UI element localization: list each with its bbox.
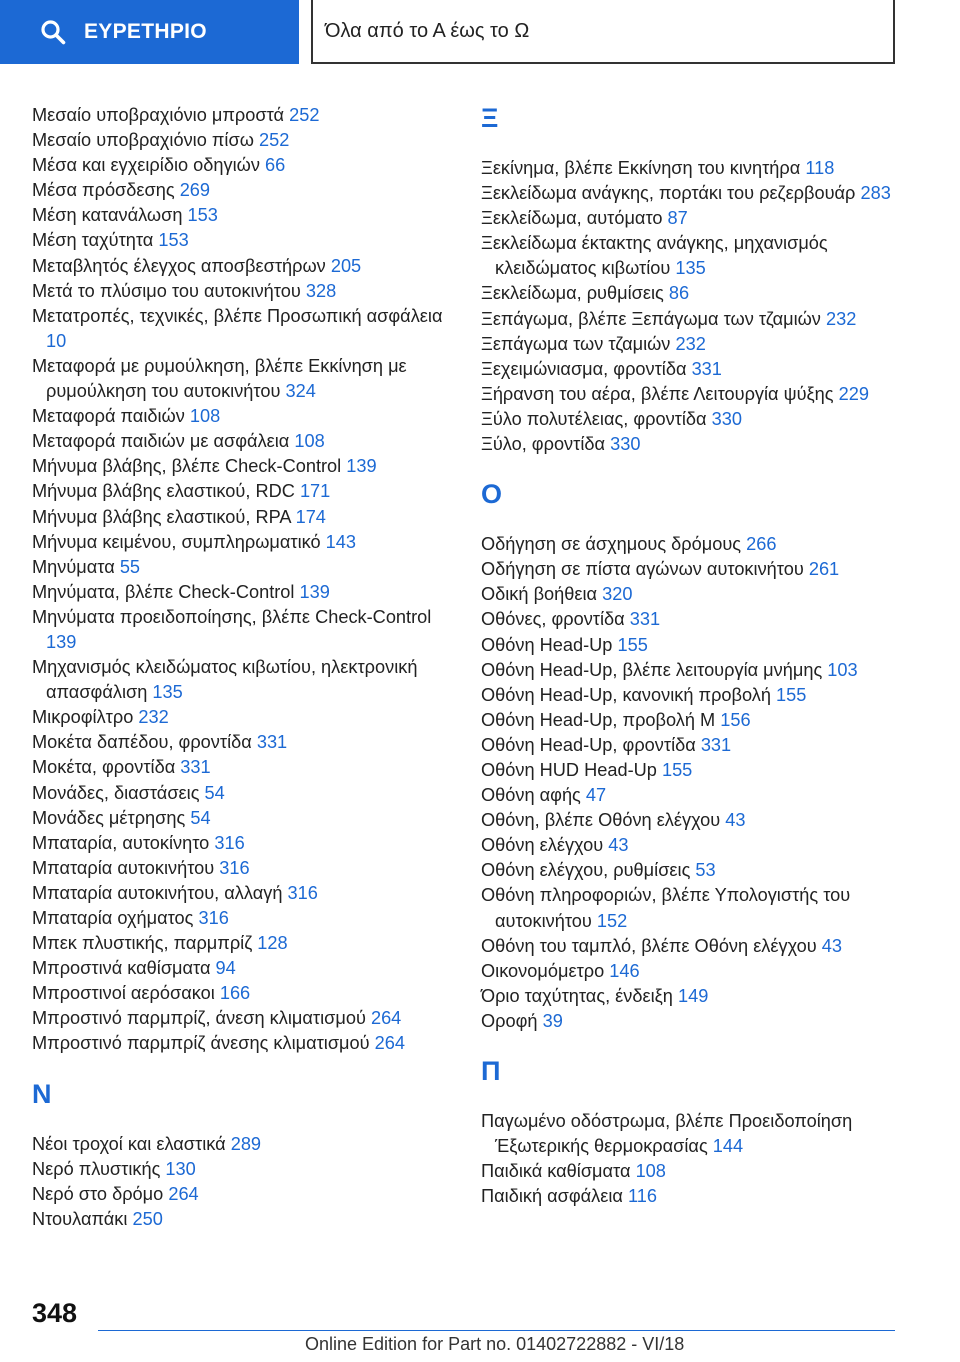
index-entry [481,206,911,231]
page-link[interactable]: 116 [627,1186,657,1207]
entry-text: Μέσα πρόσδεσης [32,180,175,201]
index-entry [32,254,462,279]
entry-text: Μπροστινά καθίσματα [32,958,211,979]
index-entry [32,981,462,1006]
index-entry [32,806,462,831]
footer-divider [98,1330,895,1331]
entry-text: Μηχανισμός κλειδώματος κιβωτίου, ηλεκτρονική απασφάλιση [32,657,418,703]
index-entry [481,708,911,733]
index-entry [32,128,462,153]
page-link[interactable]: 155 [661,759,693,780]
index-entry [32,705,462,730]
entry-text: Μήνυμα βλάβης, βλέπε Check-Control [32,456,342,477]
entry-text: Οθόνη πληροφοριών, βλέπε Υπολογιστής του αυτοκινήτου [481,885,851,931]
index-entry [481,883,911,933]
index-entry [481,808,911,833]
entry-text: Μονάδες μέτρησης [32,807,186,828]
page-link[interactable]: 53 [695,860,716,881]
page-link[interactable]: 55 [119,556,141,577]
entry-text: Μηνύματα, βλέπε Check-Control [32,581,295,602]
page-link[interactable]: 232 [138,707,169,728]
page-link[interactable]: 331 [256,732,288,753]
page-link[interactable]: 174 [295,506,326,527]
page-link[interactable]: 152 [596,910,628,931]
search-icon [40,19,66,45]
entry-text: Μπαταρία οχήματος [32,908,194,928]
entry-text: Ξεχειμώνιασμα, φροντίδα [481,358,687,379]
entry-text: Μοκέτα δαπέδου, φροντίδα [32,732,252,753]
index-tab[interactable] [0,0,299,64]
entry-text: Μεσαίο υποβραχιόνιο μπροστά [32,105,285,125]
index-entry [481,1184,911,1209]
entry-text: Οθόνη αφής [481,785,581,806]
index-entry [32,228,462,253]
index-entry [32,1006,462,1031]
page-link[interactable]: 250 [132,1208,163,1229]
page-link[interactable]: 266 [746,534,777,555]
entry-text: Οθόνη του ταμπλό, βλέπε Οθόνη ελέγχου [481,935,817,956]
index-entry [481,658,911,683]
index-entry [32,505,462,530]
entry-text: Οδήγηση σε πίστα αγώνων αυτοκινήτου [481,559,804,580]
index-entry [32,605,462,655]
page-link[interactable]: 283 [860,183,891,204]
entry-text: Μπαταρία, αυτοκίνητο [32,832,210,853]
index-entry [481,231,911,281]
index-entry [481,633,911,658]
entry-text: Μπροστινοί αερόσακοι [32,983,215,1004]
index-entry [481,733,911,758]
entry-text: Ξεκλείδωμα έκτακτης ανάγκης, μηχανισμός κλειδώματος κιβωτίου [481,233,828,279]
page-link[interactable]: 166 [219,983,251,1004]
index-entry [32,454,462,479]
entry-text: Παιδική ασφάλεια [481,1186,623,1207]
index-entry [481,984,911,1009]
entry-text: Μηνύματα προειδοποίησης, βλέπε Check-Control [32,606,432,627]
entry-text: Ξεκλείδωμα, αυτόματο [481,208,663,229]
index-entry [481,532,911,557]
index-entry [32,203,462,228]
entry-text: Οθόνη ελέγχου [481,835,604,856]
page-link[interactable]: 87 [667,208,688,229]
index-entry [32,178,462,203]
index-entry [481,582,911,607]
entry-text: Οθόνη, βλέπε Οθόνη ελέγχου [481,810,721,831]
page-link[interactable]: 171 [299,481,331,502]
index-entry [481,1109,911,1159]
index-entry [32,881,462,906]
entry-text: Μετά το πλύσιμο του αυτοκινήτου [32,280,301,301]
index-entry [32,1031,462,1056]
page-link[interactable]: 232 [825,308,857,329]
section-title [311,0,895,64]
page-link[interactable]: 269 [179,180,211,201]
index-entry [481,181,911,206]
index-entry [481,1009,911,1034]
entry-text: Μέση κατανάλωση [32,205,183,226]
entry-text: Μικροφίλτρο [32,707,134,728]
entry-text: Ντουλαπάκι [32,1208,128,1229]
index-entry [481,607,911,632]
page-link[interactable]: 128 [257,933,288,954]
entry-text: Ξεκλείδωμα, ρυθμίσεις [481,283,664,304]
index-entry [481,683,911,708]
page-link[interactable]: 261 [808,559,840,580]
entry-text: Οδήγηση σε άσχημους δρόμους [481,534,742,555]
entry-text: Μπροστινό παρμπρίζ άνεσης κλιματισμού [32,1033,370,1054]
index-entry [32,730,462,755]
page-link[interactable]: 153 [187,205,218,226]
page-link[interactable]: 316 [287,882,318,903]
index-entry [32,153,462,178]
page-link[interactable]: 86 [668,283,690,304]
entry-text: Μηνύματα [32,556,115,577]
page-link[interactable]: 139 [46,631,77,652]
page-link[interactable]: 144 [712,1136,744,1157]
page-link[interactable]: 331 [629,609,661,630]
page-link[interactable]: 252 [289,105,320,125]
entry-text: Παγωμένο οδόστρωμα, βλέπε Προειδοποίηση Έξωτερικής θερμοκρασίας [481,1111,853,1157]
page-link[interactable]: 43 [608,835,629,856]
page-link[interactable]: 103 [827,659,858,680]
entry-text: Ξεπάγωμα των τζαμιών [481,333,671,354]
index-column-right [481,103,911,1209]
entry-text: Μήνυμα βλάβης ελαστικού, RPA [32,506,291,527]
page-link[interactable]: 139 [299,581,330,602]
index-entry [32,304,462,354]
index-entry [481,783,911,808]
page-link[interactable]: 108 [294,431,325,452]
page-link[interactable]: 43 [821,935,843,956]
index-entry [481,307,911,332]
index-entry [481,382,911,407]
index-entry [481,959,911,984]
index-entry [32,956,462,981]
index-entry [481,1159,911,1184]
index-entry [32,479,462,504]
entry-text: Οικονομόμετρο [481,960,605,981]
index-entry [32,931,462,956]
index-entry [481,357,911,382]
index-entry [32,103,462,128]
entry-text: Ξύλο, φροντίδα [481,434,606,455]
page-link[interactable]: 155 [776,684,807,705]
index-entry [32,856,462,881]
page-link[interactable]: 146 [609,960,640,981]
page-link[interactable]: 54 [190,807,211,828]
page-link[interactable]: 143 [325,531,357,552]
index-entry [481,833,911,858]
page-number: 348 [32,1298,78,1328]
page-link[interactable]: 205 [330,255,362,276]
entry-text: Οθόνη Head-Up, προβολή M [481,709,716,730]
entry-text: Μονάδες, διαστάσεις [32,782,200,803]
entry-text: Οροφή [481,1010,538,1031]
entry-text: Οθόνη Head-Up, φροντίδα [481,734,696,755]
page-link[interactable]: 316 [198,908,229,928]
entry-text: Ξεκλείδωμα ανάγκης, πορτάκι του ρεζερβουάρ [481,183,856,204]
page-link[interactable]: 54 [204,782,225,803]
entry-text: Μετατροπές, τεχνικές, βλέπε Προσωπική ασφάλεια [32,305,443,326]
entry-text: Μήνυμα βλάβης ελαστικού, RDC [32,481,295,502]
entry-text: Μπεκ πλυστικής, παρμπρίζ [32,933,253,954]
index-entry [32,279,462,304]
entry-text: Ξεπάγωμα, βλέπε Ξεπάγωμα των τζαμιών [481,308,821,329]
page-link[interactable]: 135 [675,258,706,279]
index-entry [32,580,462,605]
entry-text: Μεταφορά παιδιών με ασφάλεια [32,431,290,452]
page-link[interactable]: 43 [725,810,746,831]
page-link[interactable]: 108 [635,1161,666,1182]
page-link[interactable]: 264 [374,1033,406,1054]
index-entry [32,354,462,404]
entry-text: Ξήρανση του αέρα, βλέπε Λειτουργία ψύξης [481,383,834,404]
index-entry [481,934,911,959]
page-link[interactable]: 328 [305,280,337,301]
index-entry [481,281,911,306]
page-link[interactable]: 130 [165,1158,196,1179]
section-title-text: Όλα από το Α έως το Ω [325,19,530,42]
page-link[interactable]: 94 [215,958,236,979]
index-entry [32,404,462,429]
index-entry [32,1132,462,1157]
index-entry [481,557,911,582]
entry-text: Όριο ταχύτητας, ένδειξη [481,985,673,1006]
index-entry [32,781,462,806]
entry-text: Ξύλο πολυτέλειας, φροντίδα [481,408,707,429]
edition-note: Online Edition for Part no. 01402722882 - VI/18 [305,1334,685,1354]
page-link[interactable]: 324 [285,381,316,402]
page-link[interactable]: 232 [675,333,706,354]
page-link[interactable]: 39 [542,1010,563,1031]
index-column-left [32,103,462,1232]
index-entry [481,407,911,432]
entry-text: Νερό στο δρόμο [32,1183,164,1204]
page-link[interactable]: 331 [180,757,211,778]
entry-text: Μπαταρία αυτοκινήτου [32,857,215,878]
page-link[interactable]: 316 [219,857,250,878]
page-link[interactable]: 289 [230,1133,262,1154]
letter-heading: Ν [32,1078,52,1109]
page-link[interactable]: 155 [617,634,648,655]
entry-text: Οθόνη ελέγχου, ρυθμίσεις [481,860,691,881]
page-link[interactable]: 252 [258,130,290,151]
index-entry [481,758,911,783]
entry-text: Μεταφορά παιδιών [32,406,185,427]
entry-text: Οθόνη Head-Up [481,634,613,655]
entry-text: Μεσαίο υποβραχιόνιο πίσω [32,130,254,151]
index-tab-label: ΕΥΡΕΤΗΡΙΟ [84,20,207,43]
index-entry [481,156,911,181]
entry-text: Οθόνες, φροντίδα [481,609,625,630]
entry-text: Οθόνη HUD Head-Up [481,759,657,780]
index-entry [32,831,462,856]
page-link[interactable]: 330 [610,434,641,455]
letter-heading: Ο [481,479,503,510]
page-link[interactable]: 264 [168,1183,199,1204]
index-entry [32,1207,462,1232]
entry-text: Οδική βοήθεια [481,584,598,605]
page-link[interactable]: 66 [265,155,286,176]
page-link[interactable]: 118 [805,158,835,178]
index-entry [481,332,911,357]
entry-text: Μέση ταχύτητα [32,230,154,251]
index-entry [32,429,462,454]
page-link[interactable]: 330 [711,408,742,429]
index-entry [32,555,462,580]
page-link[interactable]: 47 [585,785,607,806]
page-link[interactable]: 331 [700,734,732,755]
entry-text: Μεταφορά με ρυμούλκηση, βλέπε Εκκίνηση με ρυμούλκηση του αυτοκινήτου [32,355,407,402]
page-link[interactable]: 108 [189,406,221,427]
index-entry [32,1182,462,1207]
page-link[interactable]: 331 [691,358,722,379]
index-entry [32,755,462,780]
entry-text: Μπαταρία αυτοκινήτου, αλλαγή [32,882,283,903]
entry-text: Μήνυμα κειμένου, συμπληρωματικό [32,531,321,552]
entry-text: Μπροστινό παρμπρίζ, άνεση κλιματισμού [32,1008,366,1029]
page-link[interactable]: 156 [720,709,751,730]
entry-text: Νερό πλυστικής [32,1158,161,1179]
entry-text: Οθόνη Head-Up, βλέπε λειτουργία μνήμης [481,659,823,680]
page-link[interactable]: 320 [602,584,633,605]
entry-text: Οθόνη Head-Up, κανονική προβολή [481,684,771,705]
entry-text: Νέοι τροχοί και ελαστικά [32,1133,226,1154]
entry-text: Ξεκίνημα, βλέπε Εκκίνηση του κινητήρα [481,158,801,178]
index-entry [481,858,911,883]
page-link[interactable]: 229 [838,383,869,404]
letter-heading: Π [481,1056,501,1086]
index-entry [481,432,911,457]
index-entry [32,906,462,931]
header [0,0,960,66]
entry-text: Μεταβλητός έλεγχος αποσβεστήρων [32,255,326,276]
entry-text: Παιδικά καθίσματα [481,1161,631,1182]
letter-heading: Ξ [481,103,499,133]
page-link[interactable]: 10 [46,330,67,351]
page-link[interactable]: 153 [158,230,189,251]
page-link[interactable]: 264 [370,1008,402,1029]
index-entry [32,655,462,705]
page-link[interactable]: 316 [214,832,245,853]
index-entry [32,530,462,555]
page-link[interactable]: 139 [346,456,377,477]
entry-text: Μέσα και εγχειρίδιο οδηγιών [32,155,260,176]
entry-text: Μοκέτα, φροντίδα [32,757,176,778]
page-link[interactable]: 149 [677,985,709,1006]
index-entry [32,1157,462,1182]
page-link[interactable]: 135 [152,682,183,703]
